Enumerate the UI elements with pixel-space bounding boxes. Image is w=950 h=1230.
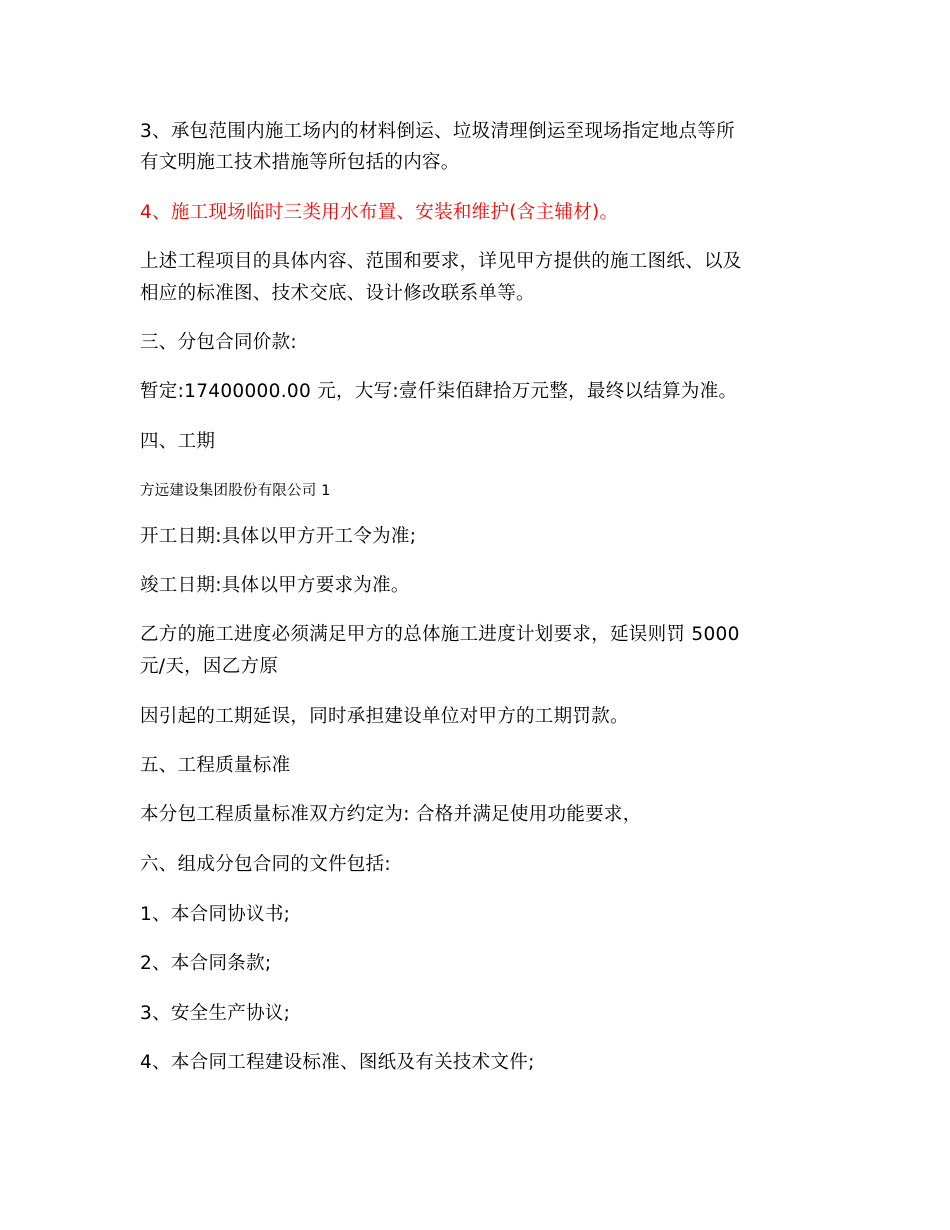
section-schedule-heading: 四、工期	[140, 431, 216, 452]
completion-date-text: 竣工日期:具体以甲方要求为准。	[140, 575, 410, 596]
document-item-3: 3、安全生产协议;	[140, 1003, 291, 1024]
scope-item-3-line-1: 3、承包范围内施工场内的材料倒运、垃圾清理倒运至现场指定地点等所	[140, 121, 735, 142]
scope-item-4-highlighted: 4、施工现场临时三类用水布置、安装和维护(含主辅材)。	[140, 202, 619, 223]
section-contract-price-heading: 三、分包合同价款:	[140, 332, 297, 353]
document-item-2: 2、本合同条款;	[140, 953, 272, 974]
scope-description-line-1: 上述工程项目的具体内容、范围和要求，详见甲方提供的施工图纸、以及	[140, 251, 742, 272]
section-quality-heading: 五、工程质量标准	[140, 755, 291, 776]
delay-penalty-line-3: 因引起的工期延误，同时承担建设单位对甲方的工期罚款。	[140, 706, 629, 727]
start-date-text: 开工日期:具体以甲方开工令为准;	[140, 526, 417, 547]
delay-penalty-line-2: 元/天，因乙方原	[140, 656, 279, 677]
document-item-4: 4、本合同工程建设标准、图纸及有关技术文件;	[140, 1052, 535, 1073]
scope-item-3-line-2: 有文明施工技术措施等所包括的内容。	[140, 152, 460, 173]
company-footer-text: 方远建设集团股份有限公司 1	[140, 483, 331, 499]
quality-standard-text: 本分包工程质量标准双方约定为: 合格并满足使用功能要求，	[140, 804, 642, 825]
document-item-1: 1、本合同协议书;	[140, 904, 291, 925]
section-documents-heading: 六、组成分包合同的文件包括:	[140, 854, 391, 875]
scope-description-line-2: 相应的标准图、技术交底、设计修改联系单等。	[140, 283, 535, 304]
delay-penalty-line-1: 乙方的施工进度必须满足甲方的总体施工进度计划要求，延误则罚 5000	[140, 624, 740, 645]
contract-price-text: 暂定:17400000.00 元，大写:壹仟柒佰肆拾万元整，最终以结算为准。	[140, 381, 738, 402]
